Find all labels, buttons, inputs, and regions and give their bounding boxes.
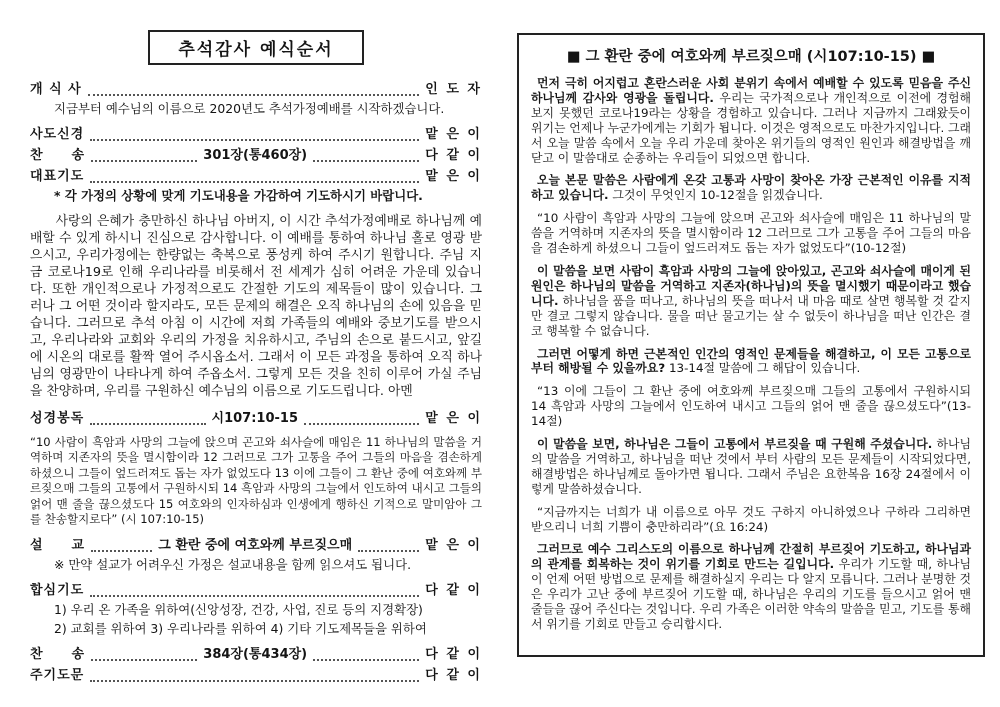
row-hymn2-number: 384장(통434장) xyxy=(203,647,308,663)
sermon-note: ※ 만약 설교가 어려우신 가정은 설교내용을 함께 읽으셔도 됩니다. xyxy=(54,557,412,573)
sermon-page xyxy=(517,33,985,657)
row-joint-prayer-label: 합심기도 xyxy=(30,583,85,599)
row-joint-prayer xyxy=(30,582,482,600)
dotted-leader xyxy=(313,160,419,162)
row-creed-label: 사도신경 xyxy=(30,127,85,142)
sermon-paragraph-body: 하나님의 말씀을 거역하고, 하나님을 떠난 것에서 부터 사람의 모든 문제들이 시작되었다면, 해결방법은 하나님께로 돌아가면 됩니다. 그래서 주님은 요한복음 16장 24절에서 이렇게 말씀하셨습니다. xyxy=(531,437,971,496)
row-lords-prayer-label: 주기도문 xyxy=(30,668,85,684)
sermon-page-title: ■ 그 환란 중에 여호와께 부르짖으매 (시107:10-15) ■ xyxy=(566,49,936,65)
order-title: 추석감사 예식순서 xyxy=(148,30,363,65)
sermon-scripture-quote xyxy=(531,505,971,535)
row-scripture-reading xyxy=(30,410,482,428)
sermon-paragraph-lead: 그러면 어떻게 하면 근본적인 인간의 영적인 문제들을 해결하고, 이 모든 고통으로부터 해방될 수 있을까요? xyxy=(531,346,971,376)
sermon-paragraph xyxy=(531,76,971,165)
row-sermon-right: 맡 은 이 xyxy=(425,538,482,554)
sermon-paragraph-lead: 먼저 극히 어지럽고 혼란스러운 사회 분위기 속에서 예배할 수 있도록 믿음을 주신 하나님께 감사와 영광을 돌립니다. xyxy=(531,76,971,105)
joint-prayer-items-2-4: 2) 교회를 위하여 3) 우리나라를 위하여 4) 기타 기도제목들을 위하여 xyxy=(54,621,427,637)
scripture-passage: “10 사람이 흑암과 사망의 그늘에 앉으며 곤고와 쇠사슬에 매임은 11 하나님의 말씀을 거역하며 지존자의 뜻을 멸시함이라 12 그러므로 그가 고통을 주어 그들의 마음을 겸손하게 하셨으니 그들이 엎드러져도 돕는 자가 없었도다 13 이에 그들이 그 환난 중에 여호와께 부르짖으매 그들의 고통에서 구원하시되 14 흑암과 사망의 그늘에서 인도하여 내시고 그들의 얽어 맨 줄을 끊으셨도다 15 여호와의 인자하심과 인생에게 행하신 기적으로 말미암아 그를 찬송할지로다” (시 107:10-15) xyxy=(30,435,482,527)
row-hymn2-right: 다 같 이 xyxy=(425,647,483,663)
row-creed xyxy=(30,126,482,144)
sermon-paragraph-body: 우리가 기도할 때, 하나님이 언제 어떤 방법으로 문제를 해결하실지 우리는 다 알지 모릅니다. 그러나 분명한 것은 우리가 고난 중에 부르짖어 기도할 때, 하나님은 우리의 기도를 들으시고 얽어 맨 줄들을 끊어 주신다는 것입니다. 우리 가족은 이러한 약속의 말씀을 믿고, 기도를 통해서 위기를 기회로 만들고 승리합시다. xyxy=(531,557,971,631)
row-rep-prayer-right: 맡 은 이 xyxy=(425,169,482,184)
dotted-leader xyxy=(90,680,419,682)
dotted-leader xyxy=(304,423,419,425)
row-hymn1-right: 다 같 이 xyxy=(425,148,483,163)
row-hymn2-label: 찬 송 xyxy=(30,647,86,663)
model-prayer-text: 사랑의 은혜가 충만하신 하나님 아버지, 이 시간 추석가정예배로 하나님께 예배할 수 있게 하시니 진심으로 감사합니다. 이 예배를 통하여 하나님 홀로 영광 받으시고, 우리가정에는 한량없는 축복으로 풍성케 하여 주시기 원합니다. 주님 지금 코로나19로 인해 우리나라를 비롯해서 전 세계가 심히 어려운 가운데 있습니다. 또한 개인적으로나 가정적으로도 간절한 기도의 제목들이 많이 있습니다. 그러나 그 어떤 것이라 할지라도, 모든 문제의 해결은 오직 하나님의 손에 있음을 믿습니다. 그러므로 추석 아침 이 시간에 저희 가족들의 예배와 중보기도를 받으시고, 우리나라와 교회와 우리의 가정을 치유하시고, 주님의 손으로 붙드시고, 앞길에 시온의 대로를 활짝 열어 주시옵소서. 그래서 이 모든 과정을 통하여 오직 하나님의 영광만이 나타나게 하여 주옵소서. 그렇게 모든 것을 친히 이루어 가실 주님을 찬양하며, 우리를 구원하신 예수님의 이름으로 기도드립니다. 아멘 xyxy=(30,214,482,399)
row-creed-right: 맡 은 이 xyxy=(425,127,482,142)
sermon-paragraph xyxy=(531,173,971,203)
sermon-paragraph-body: 하나님을 품을 떠나고, 하나님의 뜻을 떠나서 내 마음 때로 살면 행복할 것 같지만 결코 그렇지 않습니다. 물을 떠난 물고기는 살 수 없듯이 하나님을 떠난 인간은 결코 행복할 수 없습니다. xyxy=(531,293,971,338)
row-sermon-label: 설 교 xyxy=(30,538,86,554)
sermon-paragraph-body: “13 이에 그들이 그 환난 중에 여호와께 부르짖으매 그들의 고통에서 구원하시되 14 흑암과 사망의 그늘에서 인도하여 내시고 그들의 얽어 맨 줄을 끊으셨도다”(13-14절) xyxy=(531,384,971,429)
row-hymn1-label: 찬 송 xyxy=(30,148,86,163)
row-hymn1-number: 301장(통460장) xyxy=(203,148,308,163)
sermon-paragraph-body: “10 사람이 흑암과 사망의 그늘에 앉으며 곤고와 쇠사슬에 매임은 11 하나님의 말씀을 거역하며 지존자의 뜻을 멸시함이라 12 그러므로 그가 고통을 주어 그들의 마음을 겸손하게 하셨으니 그들이 엎드러져도 돕는 자가 없었도다”(10-12절) xyxy=(531,211,971,256)
sermon-paragraph-body: 그것이 무엇인지 10-12절을 읽겠습니다. xyxy=(608,188,823,203)
sermon-paragraph-body: 우리는 국가적으로나 개인적으로 이전에 경험해 보지 못했던 코로나19라는 상황을 경험하고 있습니다. 그러나 지금까지 그래왔듯이 위기는 언제나 누군가에게는 기회가 됩니다. 이것은 영적으로도 마찬가지입니다. 그래서 오늘 말씀 속에서 오늘 우리 가운데 찾아온 위기들의 영적인 원인과 해결방법을 깨닫고 이 말씀대로 순종하는 우리들이 되었으면 합니다. xyxy=(531,90,971,165)
dotted-leader xyxy=(88,94,420,96)
row-opening-right: 인 도 자 xyxy=(425,82,482,97)
dotted-leader xyxy=(91,160,197,162)
dotted-leader xyxy=(90,181,419,183)
row-rep-prayer-label: 대표기도 xyxy=(30,169,85,184)
sermon-scripture-quote xyxy=(531,384,971,429)
row-hymn1 xyxy=(30,147,482,165)
sermon-paragraph-lead: 이 말씀을 보면 사람이 흑암과 사망의 그늘에 앉아있고, 곤고와 쇠사슬에 매이게 된 원인은 하나님의 말씀을 거역하고 지존자(하나님)의 뜻을 멸시했기 때문이라고 했습니다. xyxy=(531,263,971,308)
sermon-paragraph xyxy=(531,347,971,377)
dotted-leader xyxy=(91,550,152,552)
row-sermon xyxy=(30,537,482,555)
row-sermon-title: 그 환란 중에 여호와께 부르짖으매 xyxy=(158,538,353,554)
sermon-paragraph xyxy=(531,264,971,339)
row-lords-prayer xyxy=(30,667,482,685)
sermon-paragraph-body: “지금까지는 너희가 내 이름으로 아무 것도 구하지 아니하였으나 구하라 그리하면 받으리니 너희 기쁨이 충만하리라”(요 16:24) xyxy=(531,504,971,534)
dotted-leader xyxy=(90,423,205,425)
dotted-leader xyxy=(358,550,419,552)
dotted-leader xyxy=(90,595,419,597)
order-of-service-page xyxy=(30,30,482,685)
dotted-leader xyxy=(313,659,419,661)
dotted-leader xyxy=(91,659,197,661)
row-hymn2 xyxy=(30,646,482,664)
row-reading-right: 맡 은 이 xyxy=(425,411,483,426)
sermon-paragraph xyxy=(531,542,971,631)
row-reading-label: 성경봉독 xyxy=(30,411,85,426)
sermon-paragraph xyxy=(531,437,971,497)
joint-prayer-item-1: 1) 우리 온 가족을 위하여(신앙성장, 건강, 사업, 진로 등의 지경확장) xyxy=(54,602,423,618)
sermon-paragraph-lead: 이 말씀을 보면, 하나님은 그들이 고통에서 부르짖을 때 구원해 주셨습니다. xyxy=(537,437,933,452)
row-opening xyxy=(30,81,482,99)
rep-prayer-note: * 각 가정의 상황에 맞게 기도내용을 가감하여 기도하시기 바랍니다. xyxy=(54,188,423,203)
sermon-scripture-quote xyxy=(531,211,971,256)
row-reading-reference: 시107:10-15 xyxy=(211,411,298,426)
sermon-paragraph-lead: 오늘 본문 말씀은 사람에게 온갖 고통과 사망이 찾아온 가장 근본적인 이유를 지적하고 있습니다. xyxy=(531,173,971,203)
opening-note: 지금부터 예수님의 이름으로 2020년도 추석가정예배를 시작하겠습니다. xyxy=(54,101,445,116)
row-opening-label: 개 식 사 xyxy=(30,82,82,97)
sermon-paragraph-lead: 그러므로 예수 그리스도의 이름으로 하나님께 간절히 부르짖어 기도하고, 하나님과의 관계를 회복하는 것이 위기를 기회로 만드는 길입니다. xyxy=(531,542,971,572)
row-lords-prayer-right: 다 같 이 xyxy=(425,668,482,684)
dotted-leader xyxy=(90,139,419,141)
sermon-paragraph-body: 13-14절 말씀에 그 해답이 있습니다. xyxy=(665,361,861,376)
row-rep-prayer xyxy=(30,168,482,186)
row-joint-prayer-right: 다 같 이 xyxy=(425,583,482,599)
